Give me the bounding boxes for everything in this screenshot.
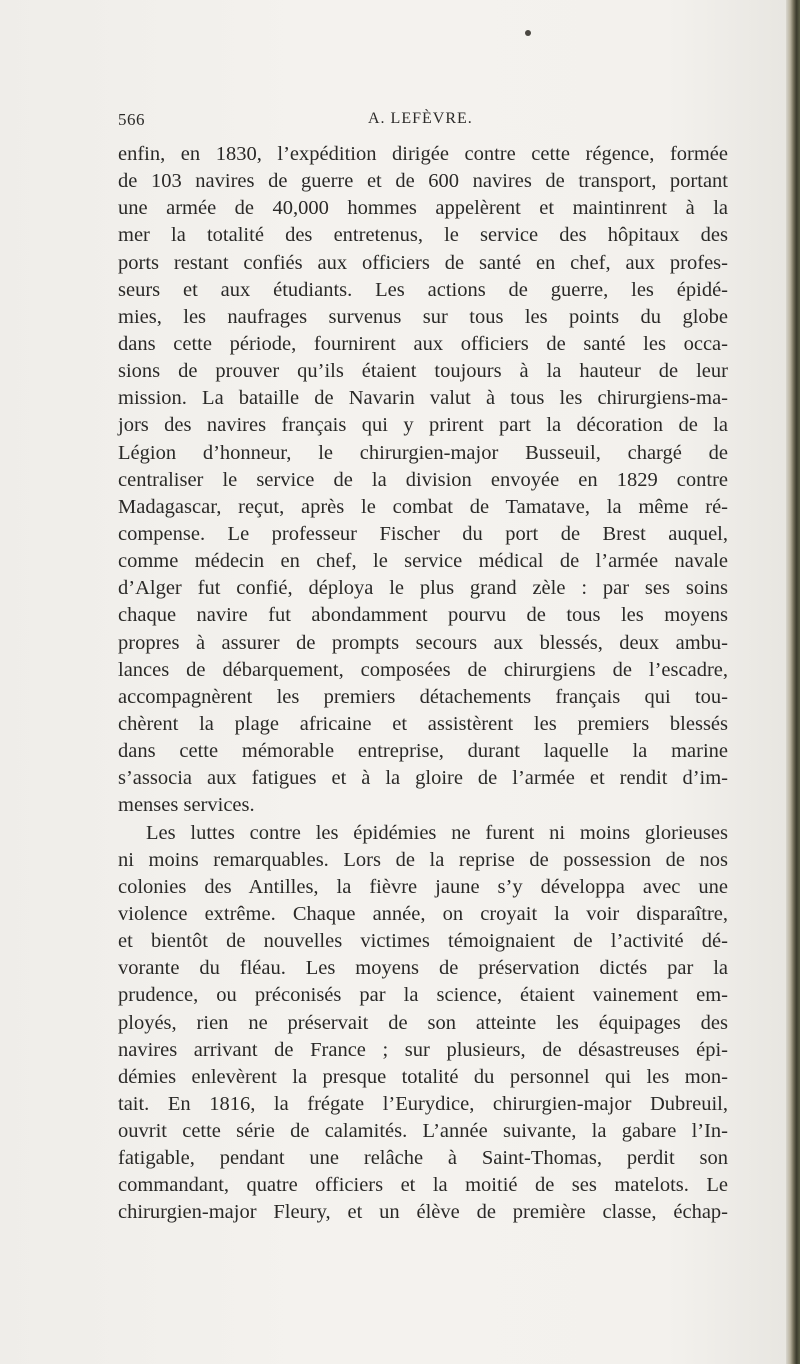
text-line: colonies des Antilles, la fièvre jaune s’y développa avec une bbox=[118, 875, 728, 898]
text-line: sions de prouver qu’ils étaient toujours à la hauteur de leur bbox=[118, 360, 728, 383]
text-line: propres à assurer de prompts secours aux blessés, deux ambu- bbox=[118, 631, 728, 654]
text-line: mission. La bataille de Navarin valut à tous les chirurgiens-ma- bbox=[118, 387, 728, 410]
text-line: commandant, quatre officiers et la moitié de ses matelots. Le bbox=[118, 1174, 728, 1197]
text-line: mies, les naufrages survenus sur tous les points du globe bbox=[118, 305, 728, 328]
page-number: 566 bbox=[118, 110, 145, 129]
text-line: tait. En 1816, la frégate l’Eurydice, chirurgien-major Dubreuil, bbox=[118, 1092, 728, 1115]
text-line: dans cette mémorable entreprise, durant laquelle la marine bbox=[118, 740, 728, 763]
text-line: chaque navire fut abondamment pourvu de tous les moyens bbox=[118, 604, 728, 627]
text-line: Légion d’honneur, le chirurgien-major Busseuil, chargé de bbox=[118, 441, 728, 464]
text-line: ployés, rien ne préservait de son atteinte les équipages des bbox=[118, 1011, 728, 1034]
running-head bbox=[118, 106, 728, 136]
text-line: violence extrême. Chaque année, on croyait la voir disparaître, bbox=[118, 902, 728, 925]
text-line: d’Alger fut confié, déploya le plus grand zèle : par ses soins bbox=[118, 577, 728, 600]
text-line: une armée de 40,000 hommes appelèrent et maintinrent à la bbox=[118, 197, 728, 220]
book-spine-edge bbox=[786, 0, 800, 1364]
text-line: accompagnèrent les premiers détachements français qui tou- bbox=[118, 685, 728, 708]
text-line: s’associa aux fatigues et à la gloire de l’armée et rendit d’im- bbox=[118, 767, 728, 790]
text-line: navires arrivant de France ; sur plusieurs, de désastreuses épi- bbox=[118, 1038, 728, 1061]
text-line: Les luttes contre les épidémies ne furent ni moins glorieuses bbox=[146, 821, 728, 844]
text-line: de 103 navires de guerre et de 600 navires de transport, portant bbox=[118, 170, 728, 193]
text-line: seurs et aux étudiants. Les actions de guerre, les épidé- bbox=[118, 278, 728, 301]
ink-speck bbox=[525, 30, 531, 36]
running-title: A. LEFÈVRE. bbox=[368, 110, 473, 127]
text-line: dans cette période, fournirent aux officiers de santé les occa- bbox=[118, 332, 728, 355]
text-line: mer la totalité des entretenus, le service des hôpitaux des bbox=[118, 224, 728, 247]
text-line: Madagascar, reçut, après le combat de Tamatave, la même ré- bbox=[118, 495, 728, 518]
body-text bbox=[118, 141, 728, 1227]
text-line: prudence, ou préconisés par la science, étaient vainement em- bbox=[118, 984, 728, 1007]
text-line: et bientôt de nouvelles victimes témoignaient de l’activité dé- bbox=[118, 930, 728, 953]
text-line: compense. Le professeur Fischer du port de Brest auquel, bbox=[118, 522, 728, 545]
text-line: ouvrit cette série de calamités. L’année suivante, la gabare l’In- bbox=[118, 1120, 728, 1143]
text-line: démies enlevèrent la presque totalité du personnel qui les mon- bbox=[118, 1065, 728, 1088]
text-line: menses services. bbox=[118, 794, 255, 817]
text-line: chèrent la plage africaine et assistèrent les premiers blessés bbox=[118, 712, 728, 735]
text-line: vorante du fléau. Les moyens de préservation dictés par la bbox=[118, 957, 728, 980]
text-line: fatigable, pendant une relâche à Saint-Thomas, perdit son bbox=[118, 1147, 728, 1170]
text-line: jors des navires français qui y prirent part la décoration de la bbox=[118, 414, 728, 437]
text-line: enfin, en 1830, l’expédition dirigée contre cette régence, formée bbox=[118, 143, 728, 165]
text-line: centraliser le service de la division envoyée en 1829 contre bbox=[118, 468, 728, 491]
text-line: chirurgien-major Fleury, et un élève de première classe, échap- bbox=[118, 1201, 728, 1224]
text-line: comme médecin en chef, le service médical de l’armée navale bbox=[118, 550, 728, 573]
text-line: lances de débarquement, composées de chirurgiens de l’escadre, bbox=[118, 658, 728, 681]
text-line: ni moins remarquables. Lors de la reprise de possession de nos bbox=[118, 848, 728, 871]
text-line: ports restant confiés aux officiers de santé en chef, aux profes- bbox=[118, 251, 728, 274]
